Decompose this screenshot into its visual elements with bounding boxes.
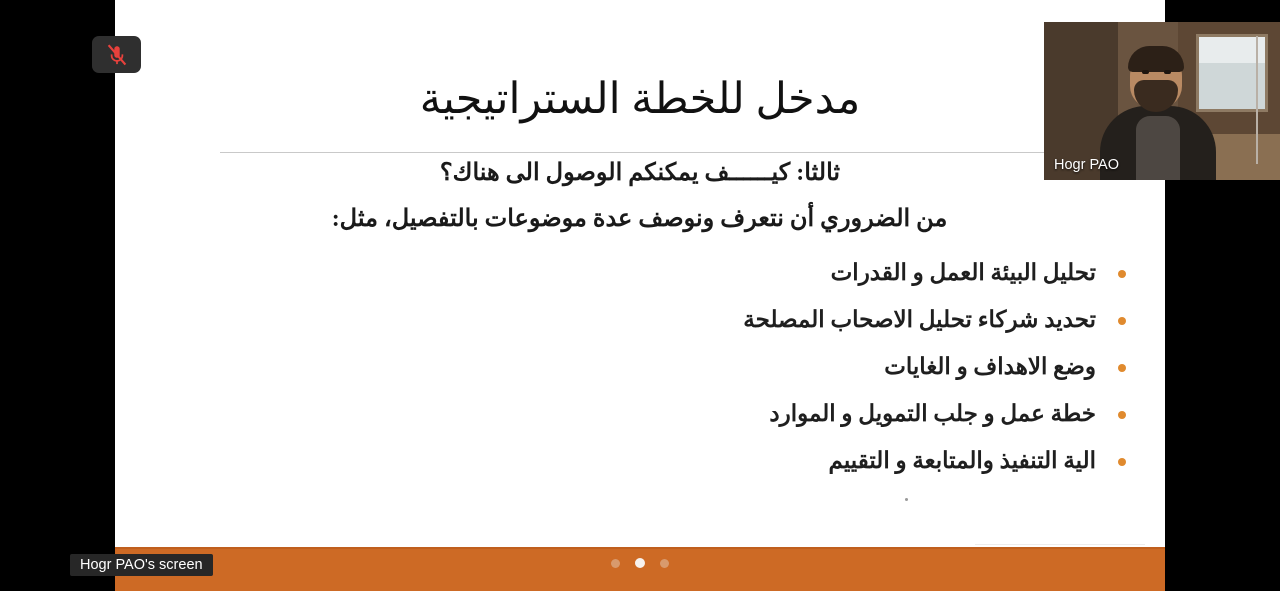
bullet-dot-icon <box>1118 364 1126 372</box>
slide-artifact-line <box>975 544 1145 545</box>
title-divider <box>220 152 1065 153</box>
pagination-dot-3[interactable] <box>660 559 669 568</box>
slide-bullet-list <box>115 260 1165 474</box>
bullet-dot-icon <box>1118 411 1126 419</box>
list-item <box>126 448 1130 474</box>
video-person-shirt <box>1136 116 1180 180</box>
bullet-dot-icon <box>1118 317 1126 325</box>
slide-body <box>115 158 1165 495</box>
bullet-dot-icon <box>1118 270 1126 278</box>
list-item <box>126 401 1130 427</box>
list-item <box>126 354 1130 380</box>
list-item-label: الية التنفيذ والمتابعة و التقييم <box>828 448 1096 473</box>
list-item-label: تحليل البيئة العمل و القدرات <box>830 260 1096 285</box>
slide-title: مدخل للخطة الستراتيجية <box>419 76 861 123</box>
pagination-dot-2[interactable] <box>635 558 645 568</box>
video-person-hair <box>1128 46 1184 72</box>
slide-lead-line-2: من الضروري أن نتعرف ونوصف عدة موضوعات بالتفصيل، مثل: <box>331 206 948 232</box>
pagination-dot-1[interactable] <box>611 559 620 568</box>
bullet-dot-icon <box>1118 458 1126 466</box>
footer-top-edge <box>115 547 1165 549</box>
list-item-label: خطة عمل و جلب التمويل و الموارد <box>769 401 1096 426</box>
video-person-eye-left <box>1142 70 1149 74</box>
list-item-label: وضع الاهداف و الغايات <box>884 354 1096 379</box>
slide-pagination[interactable] <box>115 558 1165 568</box>
slide-artifact-dot <box>905 498 908 501</box>
participant-name-label: Hogr PAO <box>1054 157 1120 173</box>
microphone-muted-icon <box>106 43 128 67</box>
slide-lead-line-1: ثالثا: كيــــــف يمكنكم الوصول الى هناك؟ <box>439 160 841 186</box>
video-person-eye-right <box>1164 70 1171 74</box>
list-item-label: تحديد شركاء تحليل الاصحاب المصلحة <box>743 307 1096 332</box>
list-item <box>126 307 1130 333</box>
video-tile-edge <box>1256 36 1258 164</box>
microphone-muted-button[interactable] <box>92 36 141 73</box>
shared-screen-content[interactable] <box>115 0 1165 591</box>
list-item <box>126 260 1130 286</box>
shared-screen-label-text: Hogr PAO's screen <box>80 557 203 573</box>
presentation-footer-bar <box>80 547 1165 591</box>
